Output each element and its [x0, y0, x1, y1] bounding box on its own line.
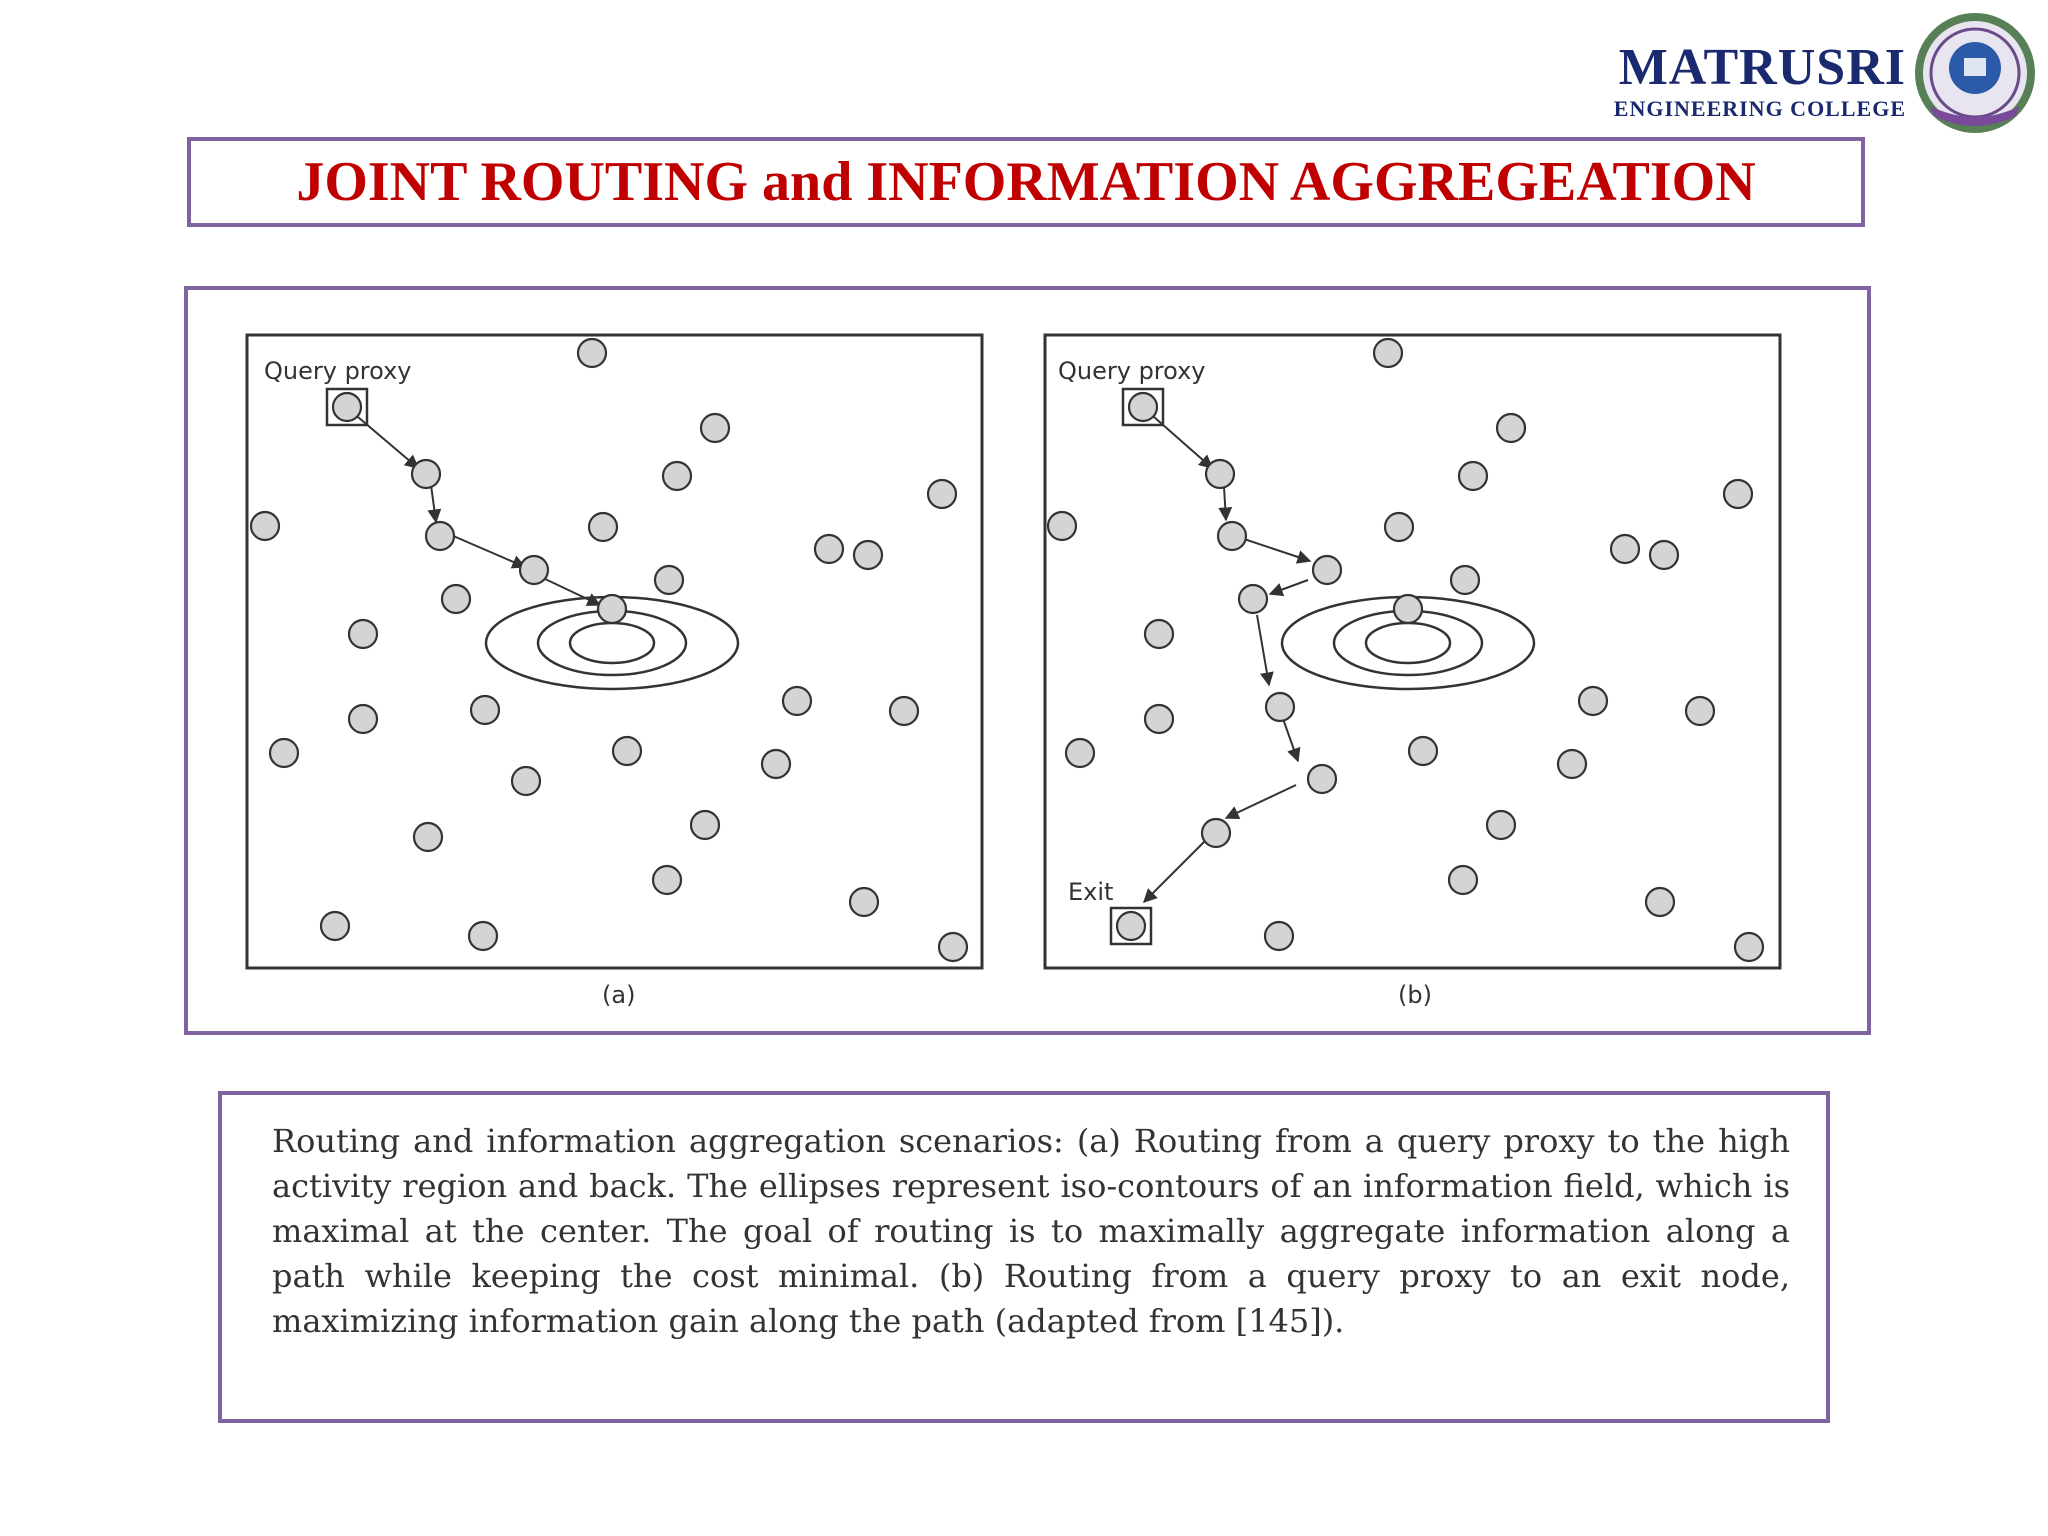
panel-a-caption-label: (a): [602, 981, 636, 1009]
routing-diagram: [188, 290, 1867, 1031]
college-seal-icon: [1910, 8, 2040, 138]
panel-a-proxy-label: Query proxy: [264, 357, 412, 385]
panel-b-exit-label: Exit: [1068, 878, 1114, 906]
figure-box: [184, 286, 1871, 1035]
panel-b-caption-label: (b): [1398, 981, 1432, 1009]
panel-a: [247, 335, 982, 1009]
college-logo: [1590, 30, 2040, 140]
panel-b-frame: [1045, 335, 1780, 968]
figure-caption: Routing and information aggregation scenarios: (a) Routing from a query proxy to the high activity region and back. The ellipses represent iso-contours of an information field, which is maximal at the center. The goal of routing is to maximally aggregate information along a path while keeping the cost minimal. (b) Routing from a query proxy to an exit node, maximizing information gain along the path (adapted from [145]).: [272, 1122, 1790, 1340]
logo-subtitle: ENGINEERING COLLEGE: [1613, 96, 1906, 121]
slide-title-box: [187, 137, 1865, 227]
logo-name: MATRUSRI: [1618, 39, 1906, 96]
panel-b-proxy-label: Query proxy: [1058, 357, 1206, 385]
slide-title: JOINT ROUTING and INFORMATION AGGREGEATION: [296, 151, 1756, 213]
panel-b: [1045, 335, 1780, 1009]
panel-a-frame: [247, 335, 982, 968]
caption-box: [218, 1091, 1830, 1423]
